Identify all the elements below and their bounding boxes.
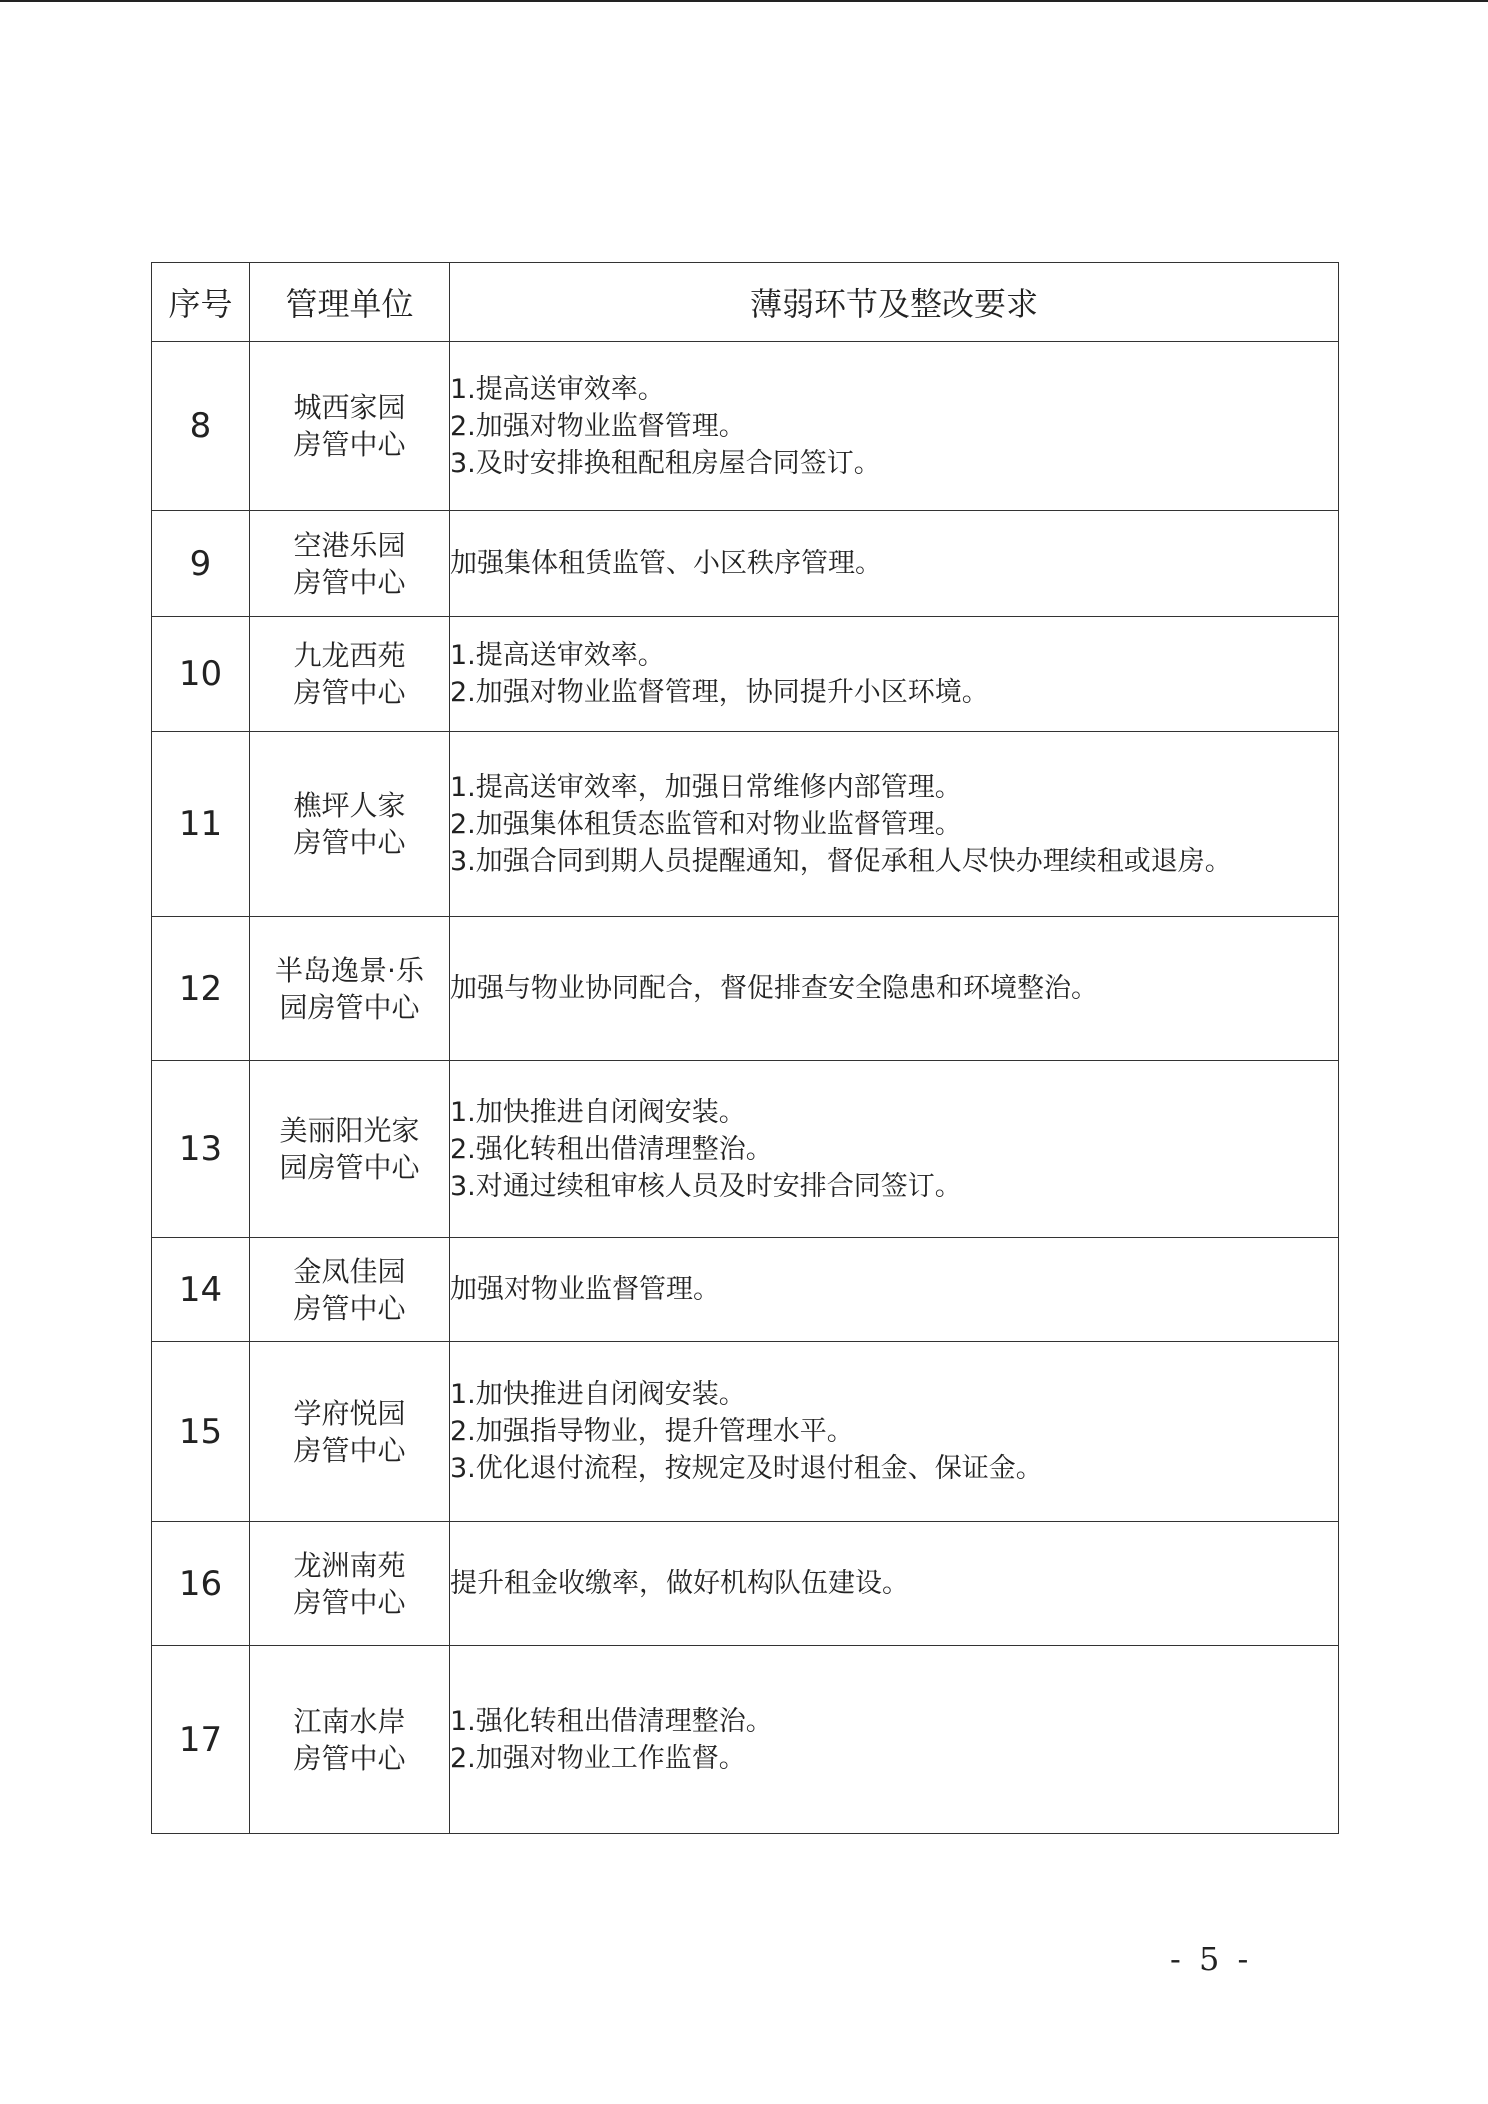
row-unit — [250, 617, 450, 732]
unit-line: 江南水岸 — [293, 1704, 406, 1738]
unit-line: 半岛逸景·乐 — [275, 953, 424, 987]
header-requirements: 薄弱环节及整改要求 — [450, 263, 1339, 342]
requirement-line: 2.强化转租出借清理整治。 — [450, 1133, 773, 1165]
unit-line: 房管中心 — [293, 428, 406, 461]
table-row — [152, 732, 1339, 917]
table-row — [152, 511, 1339, 617]
table-row — [152, 917, 1339, 1061]
row-requirements — [450, 1238, 1339, 1342]
row-unit — [250, 511, 450, 617]
row-requirements — [450, 511, 1339, 617]
unit-line: 空港乐园 — [293, 528, 406, 562]
unit-line: 园房管中心 — [279, 1151, 420, 1184]
rectification-table — [151, 262, 1339, 1834]
row-seq: 16 — [152, 1522, 250, 1646]
requirement-line: 2.加强对物业监督管理，协同提升小区环境。 — [450, 677, 989, 708]
requirement-line: 3.优化退付流程，按规定及时退付租金、保证金。 — [450, 1453, 1043, 1484]
requirement-line: 1.加快推进自闭阀安装。 — [450, 1096, 746, 1128]
table-row — [152, 1522, 1339, 1646]
unit-line: 城西家园 — [293, 391, 406, 424]
requirement-line: 2.加强集体租赁态监管和对物业监督管理。 — [450, 808, 962, 840]
table-row — [152, 1646, 1339, 1834]
requirement-line: 1.提高送审效率，加强日常维修内部管理。 — [450, 771, 962, 803]
requirement-line: 1.加快推进自闭阀安装。 — [450, 1379, 746, 1410]
row-requirements — [450, 1522, 1339, 1646]
table-row — [152, 1061, 1339, 1238]
row-requirements — [450, 1061, 1339, 1238]
row-unit — [250, 917, 450, 1061]
requirement-line: 1.提高送审效率。 — [450, 373, 665, 405]
unit-line: 金凤佳园 — [293, 1254, 406, 1288]
row-requirements — [450, 342, 1339, 511]
table-row — [152, 342, 1339, 511]
requirement-line: 2.加强对物业工作监督。 — [450, 1742, 746, 1774]
top-border-line — [0, 0, 1488, 2]
unit-line: 房管中心 — [293, 676, 406, 709]
requirement-line: 加强与物业协同配合，督促排查安全隐患和环境整治。 — [450, 973, 1098, 1004]
row-seq: 13 — [152, 1061, 250, 1238]
requirement-line: 1.提高送审效率。 — [450, 640, 665, 671]
row-requirements — [450, 1646, 1339, 1834]
unit-line: 樵坪人家 — [293, 789, 406, 822]
requirement-line: 1.强化转租出借清理整治。 — [450, 1705, 773, 1737]
row-unit — [250, 1522, 450, 1646]
row-requirements — [450, 1342, 1339, 1522]
row-seq: 12 — [152, 917, 250, 1061]
unit-line: 龙洲南苑 — [293, 1548, 406, 1582]
row-seq: 8 — [152, 342, 250, 511]
unit-line: 房管中心 — [293, 1585, 406, 1619]
table-row — [152, 1342, 1339, 1522]
row-unit — [250, 1342, 450, 1522]
page-number: - 5 - — [1170, 1940, 1253, 1978]
row-unit — [250, 1646, 450, 1834]
row-requirements — [450, 917, 1339, 1061]
row-seq: 11 — [152, 732, 250, 917]
row-unit — [250, 732, 450, 917]
requirement-line: 加强集体租赁监管、小区秩序管理。 — [450, 548, 882, 579]
requirement-line: 提升租金收缴率，做好机构队伍建设。 — [450, 1568, 909, 1599]
unit-line: 房管中心 — [293, 1433, 406, 1467]
row-seq: 17 — [152, 1646, 250, 1834]
requirement-line: 加强对物业监督管理。 — [450, 1274, 720, 1305]
table-header-row — [152, 263, 1339, 342]
row-requirements — [450, 617, 1339, 732]
unit-line: 房管中心 — [293, 826, 406, 859]
unit-line: 美丽阳光家 — [279, 1114, 420, 1147]
table-row — [152, 617, 1339, 732]
row-seq: 15 — [152, 1342, 250, 1522]
row-seq: 10 — [152, 617, 250, 732]
row-seq: 14 — [152, 1238, 250, 1342]
row-requirements — [450, 732, 1339, 917]
unit-line: 房管中心 — [293, 565, 406, 599]
unit-line: 房管中心 — [293, 1291, 406, 1325]
header-unit: 管理单位 — [250, 263, 450, 342]
table-row — [152, 1238, 1339, 1342]
row-unit — [250, 342, 450, 511]
unit-line: 园房管中心 — [279, 990, 420, 1024]
unit-line: 房管中心 — [293, 1741, 406, 1775]
requirement-line: 3.加强合同到期人员提醒通知，督促承租人尽快办理续租或退房。 — [450, 845, 1232, 877]
header-seq: 序号 — [152, 263, 250, 342]
row-seq: 9 — [152, 511, 250, 617]
requirement-line: 3.及时安排换租配租房屋合同签订。 — [450, 447, 881, 479]
row-unit — [250, 1238, 450, 1342]
unit-line: 学府悦园 — [293, 1396, 406, 1430]
row-unit — [250, 1061, 450, 1238]
unit-line: 九龙西苑 — [293, 639, 406, 672]
requirement-line: 2.加强指导物业，提升管理水平。 — [450, 1416, 854, 1447]
requirement-line: 3.对通过续租审核人员及时安排合同签订。 — [450, 1170, 962, 1202]
requirement-line: 2.加强对物业监督管理。 — [450, 410, 746, 442]
